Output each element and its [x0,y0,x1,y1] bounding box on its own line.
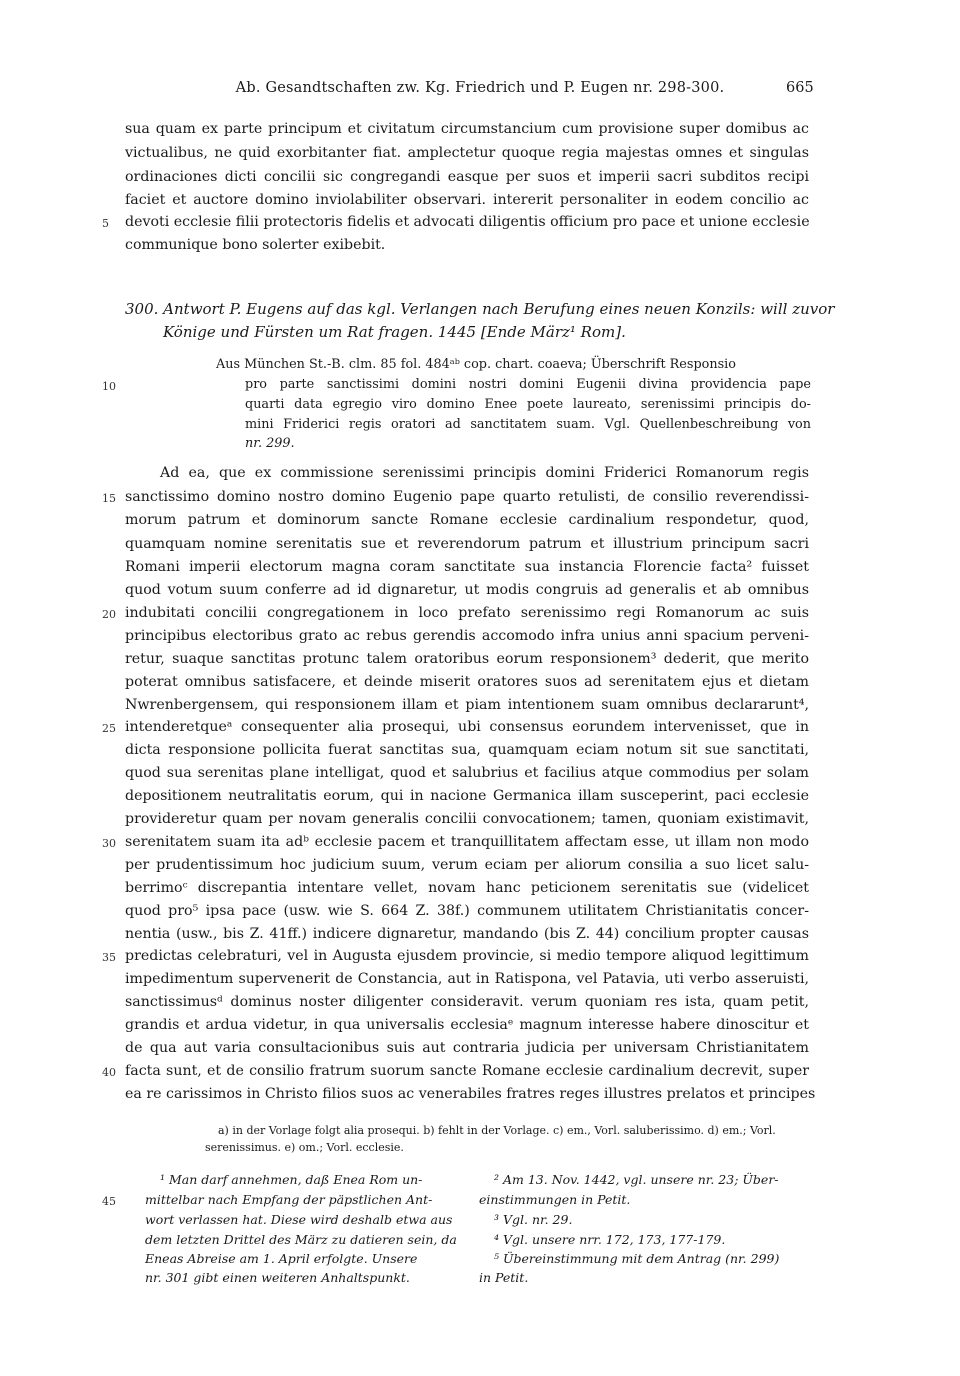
text-line: poterat omnibus satisfacere, et deinde miserit oratores suos ad serenitatem ejus et dietam [125,674,809,690]
footnote-line: mittelbar nach Empfang der päpstlichen Ant- [145,1192,433,1207]
text-line: Ad ea, que ex commissione serenissimi principis domini Friderici Romanorum regis [160,465,809,481]
footnote-line: ⁵ Übereinstimmung mit dem Antrag (nr. 299) [494,1251,780,1266]
text-line: quod votum suum conferre ad id dignaretur, ut modis congruis ad generalis et ab omnibus [125,582,809,598]
footnote-line: nr. 301 gibt einen weiteren Anhaltspunkt. [145,1270,410,1285]
footnote-line: ² Am 13. Nov. 1442, vgl. unsere nr. 23; Über- [494,1172,779,1187]
line-number: 5 [102,217,109,230]
text-line: provideretur quam per novam generalis concilii convocationem; tamen, quoniam existimavit, [125,811,809,827]
text-line: ea re carissimos in Christo filios suos ac venerabiles fratres reges illustres prelatos et principes [125,1086,816,1102]
running-header [0,80,960,100]
text-line: grandis et ardua videtur, in qua universalis ecclesiaᵉ magnum interesse habere dinoscitur et [125,1017,809,1033]
text-line: retur, suaque sanctitas protunc talem oratoribus eorum responsionem³ dederit, que merito [125,651,809,667]
variant-note-line: a) in der Vorlage folgt alia prosequi. b) fehlt in der Vorlage. c) em., Vorl. saluberissimo. d) em.; Vorl. [218,1124,776,1137]
text-line: devoti ecclesie filii protectoris fidelis et advocati diligentis officium pro pace et unione ecclesie [125,214,810,230]
document-title-line2: Könige und Fürsten um Rat fragen. 1445 [Ende März¹ Rom]. [163,323,626,341]
source-line: mini Friderici regis oratori ad sanctitatem suam. Vgl. Quellenbeschreibung von [245,417,811,432]
text-line: sanctissimo domino nostro domino Eugenio pape quarto retulisti, de consilio reverendissi- [125,489,809,505]
footnote-line: in Petit. [479,1270,529,1285]
text-line: sua quam ex parte principum et civitatum circumstancium cum provisione super domibus ac [125,121,809,137]
text-line: quod sua serenitas plane intelligat, quod et salubrius et facilius atque commodius per solam [125,765,809,781]
text-line: principibus electoribus grato ac rebus gerendis accomodo infra unius anni spacium perveni- [125,628,809,644]
source-line: pro parte sanctissimi domini nostri domini Eugenii divina providencia pape [245,377,811,392]
line-number: 10 [102,380,116,393]
text-line: impedimentum supervenerit de Constancia, aut in Ratispona, vel Patavia, uti verbo asseruisti, [125,971,809,987]
text-line: per prudentissimum hoc judicium suum, verum eciam per aliorum consilia a suo licet salu- [125,857,809,873]
source-line: quarti data egregio viro domino Enee poete laureato, serenissimi principis do- [245,397,811,412]
line-number: 20 [102,608,116,621]
text-line: dicta responsione pollicita fuerat sanctitas sua, quamquam eciam notum sit sue sanctitati, [125,742,809,758]
text-line: victualibus, ne quid exorbitanter fiat. amplectetur quoque regia majestas omnes et singulas [125,145,809,161]
text-line: Romani imperii electorum magna coram sanctitate sua instancia Florencie facta² fuisset [125,559,809,575]
text-line: facta sunt, et de consilio fratrum suorum sancte Romane ecclesie cardinalium decrevit, super [125,1063,809,1079]
text-line: serenitatem suam ita adᵇ ecclesie pacem et tranquillitatem affectam esse, ut illam non modo [125,834,809,850]
source-line: nr. 299. [245,436,295,451]
footnote-line: dem letzten Drittel des März zu datieren sein, da [145,1232,457,1247]
text-line: ordinaciones dicti concilii sic congregandi easque per suos et imperii sacri subditos recipi [125,169,809,185]
line-number: 40 [102,1066,116,1079]
text-line: de qua aut varia consultacionibus suis aut contraria judicia per universam Christianitatem [125,1040,809,1056]
variant-note-line: serenissimus. e) om.; Vorl. ecclesie. [205,1141,404,1154]
text-line: sanctissimusᵈ dominus noster diligenter consideravit. verum quoniam res ista, quam petit, [125,994,809,1010]
text-line: predictas celebraturi, vel in Augusta ejusdem provincie, si medio tempore aliquod legittimum [125,948,809,964]
footnote-line: ⁴ Vgl. unsere nrr. 172, 173, 177-179. [494,1232,726,1247]
text-line: morum patrum et dominorum sancte Romane ecclesie cardinalium respondetur, quod, [125,512,809,528]
document-title: 300. Antwort P. Eugens auf das kgl. Verlangen nach Berufung eines neuen Konzils: will zuvor [125,300,835,318]
line-number: 15 [102,492,116,505]
text-line: communique bono solerter exibebit. [125,237,386,253]
text-line: depositionem neutralitatis eorum, qui in nacione Germanica illam susceperint, paci ecclesie [125,788,809,804]
text-line: berrimoᶜ discrepantia intentare vellet, novam hanc peticionem serenitatis sue (videlicet [125,880,809,896]
line-number: 45 [102,1195,116,1208]
text-line: intenderetqueᵃ consequenter alia prosequi, ubi consensus eorundem intervenisset, que in [125,719,809,735]
footnote-line: ³ Vgl. nr. 29. [494,1212,573,1227]
text-line: nentia (usw., bis Z. 41ff.) indicere dignaretur, mandando (bis Z. 44) concilium propter causas [125,926,809,942]
text-line: quod pro⁵ ipsa pace (usw. wie S. 664 Z. 38f.) communem utilitatem Christianitatis concer- [125,903,809,919]
text-line: indubitati concilii congregationem in loco prefato serenissimo regi Romanorum ac suis [125,605,809,621]
footnote-line: Eneas Abreise am 1. April erfolgte. Unsere [145,1251,418,1266]
running-title: Ab. Gesandtschaften zw. Kg. Friedrich und P. Eugen nr. 298-300. [235,80,725,96]
line-number: 30 [102,837,116,850]
line-number: 25 [102,722,116,735]
footnote-line: ¹ Man darf annehmen, daß Enea Rom un- [160,1172,423,1187]
text-line: quamquam nomine serenitatis sue et reverendorum patrum et illustrium principum sacri [125,536,809,552]
footnote-line: wort verlassen hat. Diese wird deshalb etwa aus [145,1212,453,1227]
line-number: 35 [102,951,116,964]
text-line: faciet et auctore domino inviolabiliter observari. intererit personaliter in eodem concilio ac [125,192,809,208]
text-line: Nwrenbergensem, qui responsionem illam et piam intentionem suam omnibus declararunt⁴, [125,697,809,713]
page-number: 665 [786,80,814,96]
footnote-line: einstimmungen in Petit. [479,1192,631,1207]
source-line: Aus München St.-B. clm. 85 fol. 484ᵃᵇ cop. chart. coaeva; Überschrift Responsio [216,357,736,372]
